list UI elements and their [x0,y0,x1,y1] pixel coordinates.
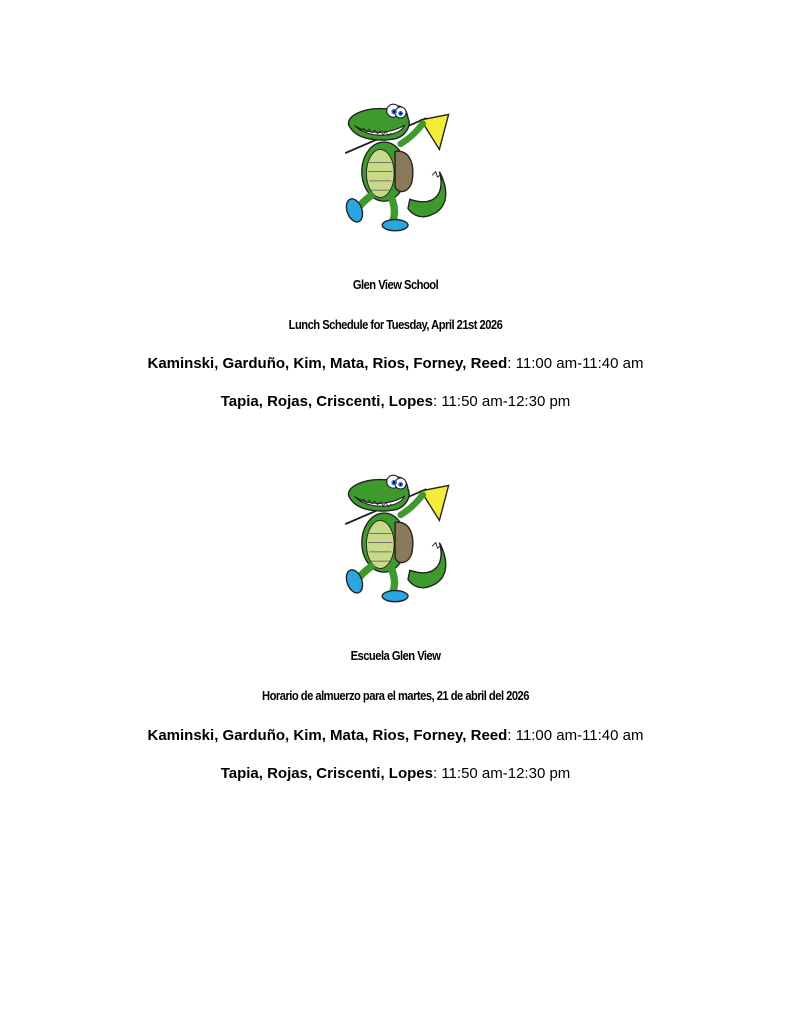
group-time: 11:50 am-12:30 pm [441,765,571,782]
schedule-title-spanish: Horario de almuerzo para el martes, 21 de abril del 2026 [262,688,529,703]
separator: : [507,727,516,744]
group-time: 11:00 am-11:40 am [515,727,644,744]
group-names: Kaminski, Garduño, Kim, Mata, Rios, Forney, Reed [147,727,508,744]
separator: : [432,765,442,782]
group-time: 11:00 am-11:40 am [515,355,644,372]
schedule-title-english: Lunch Schedule for Tuesday, April 21st 2026 [288,317,503,332]
lunch-group-row [0,727,791,744]
gator-mascot-image [336,92,456,242]
separator: : [432,393,442,410]
lunch-group-row [0,765,791,782]
group-names: Kaminski, Garduño, Kim, Mata, Rios, Forney, Reed [147,355,508,372]
group-names: Tapia, Rojas, Criscenti, Lopes [220,393,433,410]
school-name-spanish: Escuela Glen View [350,648,441,663]
school-name-english: Glen View School [352,277,439,292]
separator: : [507,355,516,372]
lunch-group-row [0,355,791,372]
lunch-group-row [0,393,791,410]
group-names: Tapia, Rojas, Criscenti, Lopes [220,765,433,782]
gator-mascot-image [336,463,456,613]
group-time: 11:50 am-12:30 pm [441,393,571,410]
